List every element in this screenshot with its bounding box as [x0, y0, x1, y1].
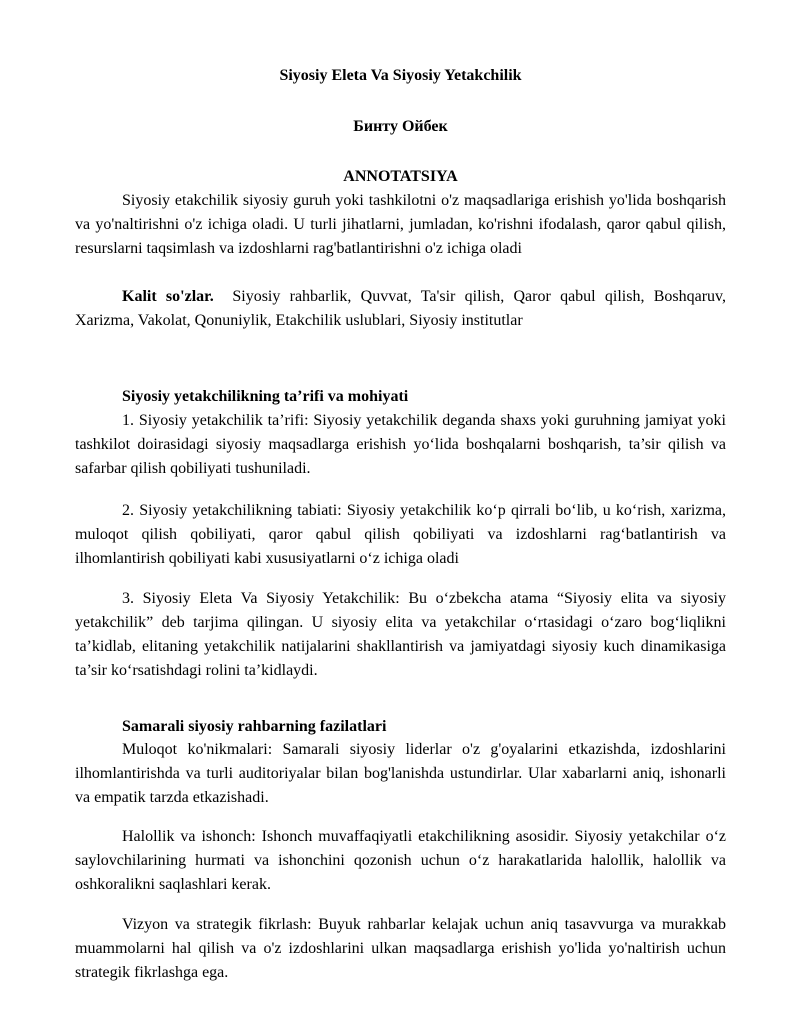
keywords-label: Kalit so'zlar.	[122, 288, 214, 305]
annotation-heading: ANNOTATSIYA	[343, 168, 458, 185]
keywords-paragraph	[75, 285, 726, 333]
keywords-text: Siyosiy rahbarlik, Quvvat, Ta'sir qilish, Qaror qabul qilish, Boshqaruv, Xarizma, Vakolat, Qonuniylik, Etakchilik uslublari, Siyosiy institutlar	[75, 288, 727, 329]
document-title: Siyosiy Eleta Va Siyosiy Yetakchilik	[279, 67, 522, 84]
author-name: Бинту Ойбек	[353, 118, 448, 135]
paragraph: 1. Siyosiy yetakchilik ta’rifi: Siyosiy yetakchilik deganda shaxs yoki guruhning jamiyat yoki tashkilot doirasidagi siyosiy maqsadlarga erishish yo‘lida boshqalarni boshqarish, ta’sir qilish va safarbar qilish qobiliyati tushuniladi.	[75, 412, 726, 477]
paragraph: Halollik va ishonch: Ishonch muvaffaqiyatli etakchilikning asosidir. Siyosiy yetakchilar o‘z saylovchilarining hurmati va ishonchini qozonish uchun o‘z harakatlarida halollik, halollik va oshkoralikni saqlashlari kerak.	[75, 828, 726, 893]
paragraph: 3. Siyosiy Eleta Va Siyosiy Yetakchilik: Bu o‘zbekcha atama “Siyosiy elita va siyosiy yetakchilik” deb tarjima qilingan. U siyosiy elita va yetakchilar o‘rtasidagi o‘zaro bog‘liqlikni ta’kidlab, elitaning yetakchilik natijalarini shakllantirish va jamiyatdagi siyosiy kuch dinamikasiga ta’sir ko‘rsatishdagi rolini ta’kidlaydi.	[75, 590, 726, 679]
paragraph: 2. Siyosiy yetakchilikning tabiati: Siyosiy yetakchilik ko‘p qirrali bo‘lib, u ko‘rish, xarizma, muloqot qilish qobiliyati, qaror qabul qilish qobiliyati va izdoshlarni rag‘batlantirish va ilhomlantirish qobiliyati kabi xususiyatlarni o‘z ichiga oladi	[75, 502, 726, 567]
section-heading: Samarali siyosiy rahbarning fazilatlari	[122, 718, 387, 735]
section-heading: Siyosiy yetakchilikning ta’rifi va mohiyati	[122, 388, 409, 405]
annotation-paragraph: Siyosiy etakchilik siyosiy guruh yoki tashkilotni o'z maqsadlariga erishish yo'lida boshqarish va yo'naltirishni o'z ichiga oladi. U turli jihatlarni, jumladan, ko'rishni ifodalash, qaror qabul qilish, resurslarni taqsimlash va izdoshlarni rag'batlantirishni o'z ichiga oladi	[75, 192, 726, 257]
paragraph: Muloqot ko'nikmalari: Samarali siyosiy liderlar o'z g'oyalarini etkazishda, izdoshlarini ilhomlantirishda va turli auditoriyalar bilan bog'lanishda ustundirlar. Ular xabarlarni aniq, ishonarli va empatik tarzda etkazishadi.	[75, 741, 726, 806]
paragraph: Vizyon va strategik fikrlash: Buyuk rahbarlar kelajak uchun aniq tasavvurga va murakkab muammolarni hal qilish va o'z izdoshlarini ulkan maqsadlarga erishish yo'lida yo'naltirish uchun strategik fikrlashga ega.	[75, 916, 726, 981]
